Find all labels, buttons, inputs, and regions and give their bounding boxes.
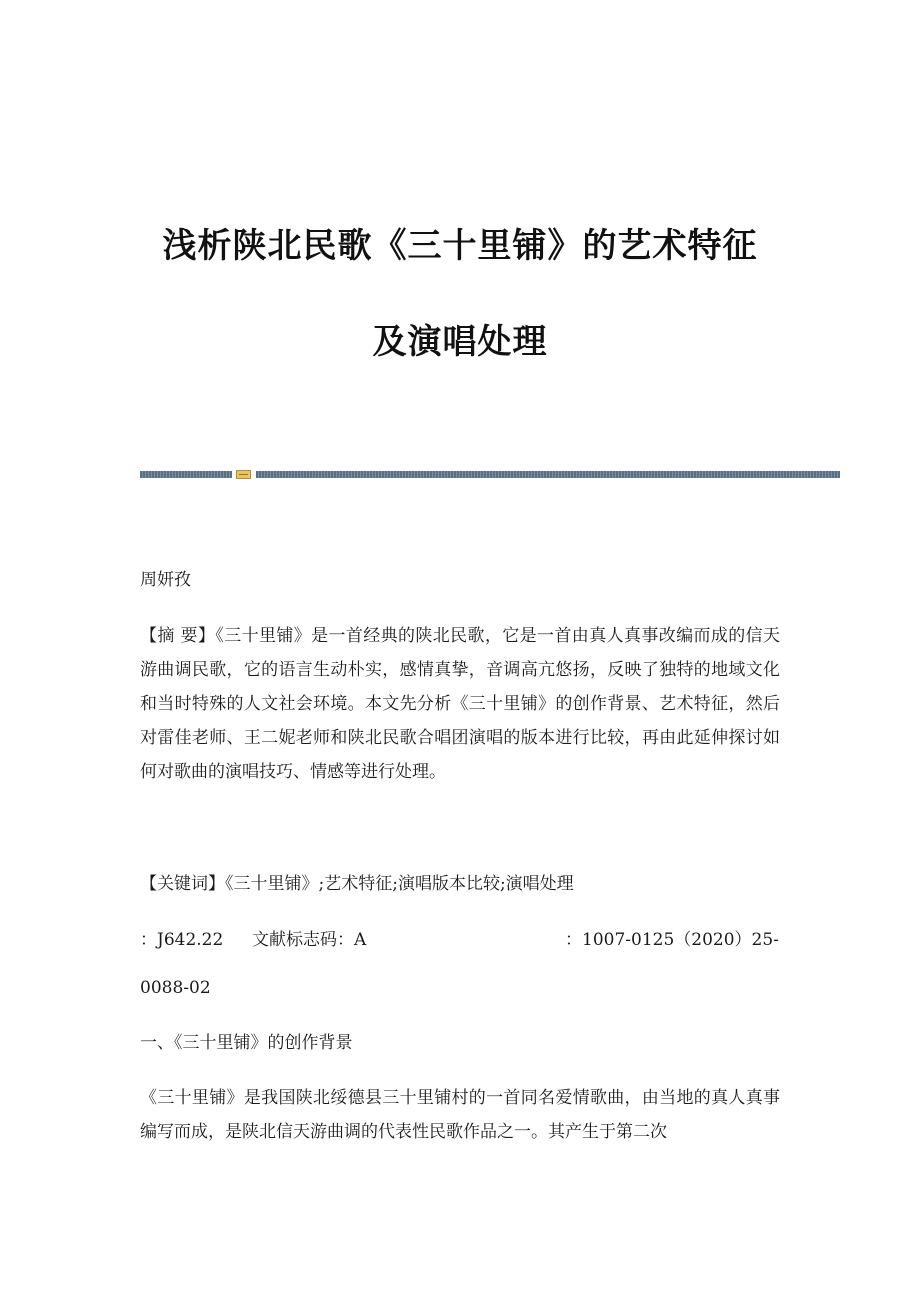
- divider-bar-right: [256, 471, 840, 478]
- keywords: [140, 874, 780, 895]
- clc-number: ：J642.22: [140, 930, 224, 950]
- divider-bar-left: [140, 471, 232, 478]
- abstract-text: 《三十里铺》是一首经典的陕北民歌，它是一首由真人真事改编而成的信天游曲调民歌，它的语言生动朴实，感情真挚，音调高亢悠扬，反映了独特的地域文化和当时特殊的人文社会环境。本文先分析《三十里铺》的创作背景、艺术特征，然后对雷佳老师、王二妮老师和陕北民歌合唱团演唱的版本进行比较，再由此延伸探讨如何对歌曲的演唱技巧、情感等进行处理。: [140, 626, 781, 782]
- section-1-body: 《三十里铺》是我国陕北绥德县三十里铺村的一首同名爱情歌曲，由当地的真人真事编写而成，是陕北信天游曲调的代表性民歌作品之一。其产生于第二次: [140, 1088, 780, 1142]
- classification-row: [140, 929, 780, 951]
- divider-ornament-icon: [236, 470, 251, 479]
- keywords-text: 《三十里铺》;艺术特征;演唱版本比较;演唱处理: [225, 874, 574, 894]
- author-name: 周妍孜: [140, 570, 191, 590]
- keywords-label: 【关键词】: [140, 874, 225, 894]
- article-id-continued: 0088-02: [140, 978, 211, 998]
- paper-title-line-1: 浅析陕北民歌《三十里铺》的艺术特征: [162, 226, 758, 266]
- section-1-heading: 一、《三十里铺》的创作背景: [140, 1033, 353, 1053]
- abstract: [140, 619, 780, 789]
- title-divider: [140, 470, 840, 479]
- paper-title-line-2: 及演唱处理: [372, 322, 548, 362]
- abstract-label: 【摘 要】: [140, 626, 216, 646]
- document-code: 文献标志码：A: [252, 930, 367, 950]
- article-id: ：1007-0125（2020）25-: [565, 930, 779, 950]
